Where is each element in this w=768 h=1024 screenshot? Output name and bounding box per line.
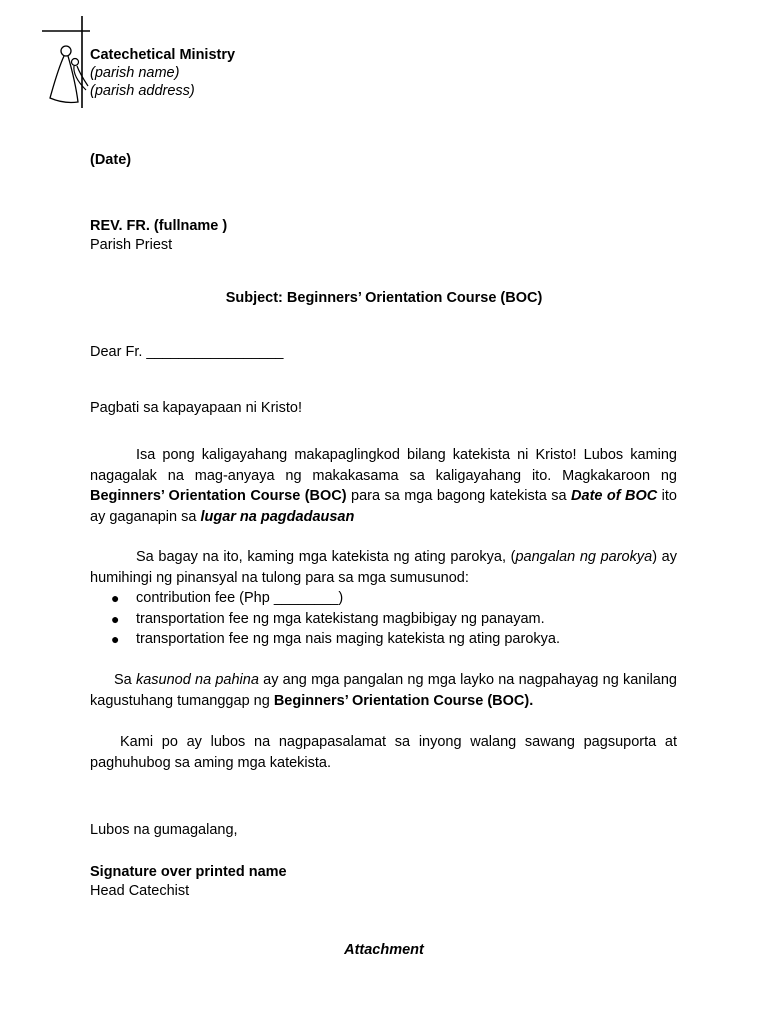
- closing-line: Lubos na gumagalang,: [90, 822, 238, 838]
- course-venue: lugar na pagdadausan: [200, 508, 355, 525]
- paragraph-text: Isa pong kaligayahang makapaglingkod bilang katekista ni Kristo! Lubos kaming nagagalak na mag-anyaya ng makakasama sa kaligayahang ito. Magkakaroon ng: [90, 447, 677, 484]
- recipient-title: Parish Priest: [90, 237, 173, 253]
- list-item: [90, 629, 677, 650]
- paragraph-invitation: [90, 445, 677, 527]
- signature-role: Head Catechist: [90, 883, 190, 899]
- paragraph-text: Sa bagay na ito, kaming mga katekista ng ating parokya, (: [136, 549, 516, 565]
- paragraph-request: [90, 547, 677, 588]
- list-item-text: contribution fee (Php ________): [136, 590, 344, 606]
- course-date: Date of BOC: [571, 488, 658, 504]
- cross-figures-logo-icon: [40, 14, 92, 110]
- paragraph-text: ito ay gaganapin sa: [90, 488, 677, 525]
- paragraph-text: para sa mga bagong katekista sa: [346, 488, 572, 504]
- expense-list: [90, 588, 677, 650]
- greeting: Pagbati sa kapayapaan ni Kristo!: [90, 400, 302, 416]
- ministry-name: Catechetical Ministry: [90, 47, 236, 63]
- salutation: Dear Fr. _________________: [90, 344, 284, 360]
- bullet-icon: ●: [111, 610, 120, 627]
- paragraph-text: ) ay humihingi ng pinansyal na tulong para sa mga sumusunod:: [90, 549, 677, 586]
- attachment-heading: Attachment: [344, 942, 424, 958]
- paragraph-text: Kami po ay lubos na nagpapasalamat sa inyong walang sawang pagsuporta at paghuhubog sa aming mga katekista.: [90, 734, 677, 771]
- letter-subject: Subject: Beginners’ Orientation Course (BOC): [225, 290, 543, 306]
- parish-placeholder: pangalan ng parokya: [515, 549, 653, 565]
- bullet-icon: ●: [111, 631, 120, 647]
- parish-name: (parish name): [90, 65, 180, 81]
- parish-address: (parish address): [90, 83, 195, 99]
- letter-date: (Date): [90, 152, 132, 168]
- paragraph-text: ay ang mga pangalan ng mga layko na nagpahayag ng kanilang kagustuhang tumanggap ng: [90, 672, 678, 709]
- signature-label: Signature over printed name: [90, 864, 287, 880]
- course-name: Beginners’ Orientation Course (BOC): [90, 488, 347, 504]
- course-name: Beginners’ Orientation Course (BOC).: [273, 692, 534, 709]
- next-page-reference: kasunod na pahina: [135, 672, 259, 688]
- paragraph-thanks: [90, 732, 677, 773]
- bullet-icon: ●: [111, 590, 120, 606]
- recipient-name: REV. FR. (fullname ): [90, 218, 228, 234]
- list-item-text: transportation fee ng mga nais maging katekista ng ating parokya.: [136, 631, 560, 647]
- paragraph-text: Sa: [114, 672, 136, 688]
- list-item-text: transportation fee ng mga katekistang magbibigay ng panayam.: [136, 610, 545, 627]
- list-item: [90, 588, 677, 609]
- list-item: [90, 609, 677, 630]
- paragraph-attendees: [90, 670, 677, 711]
